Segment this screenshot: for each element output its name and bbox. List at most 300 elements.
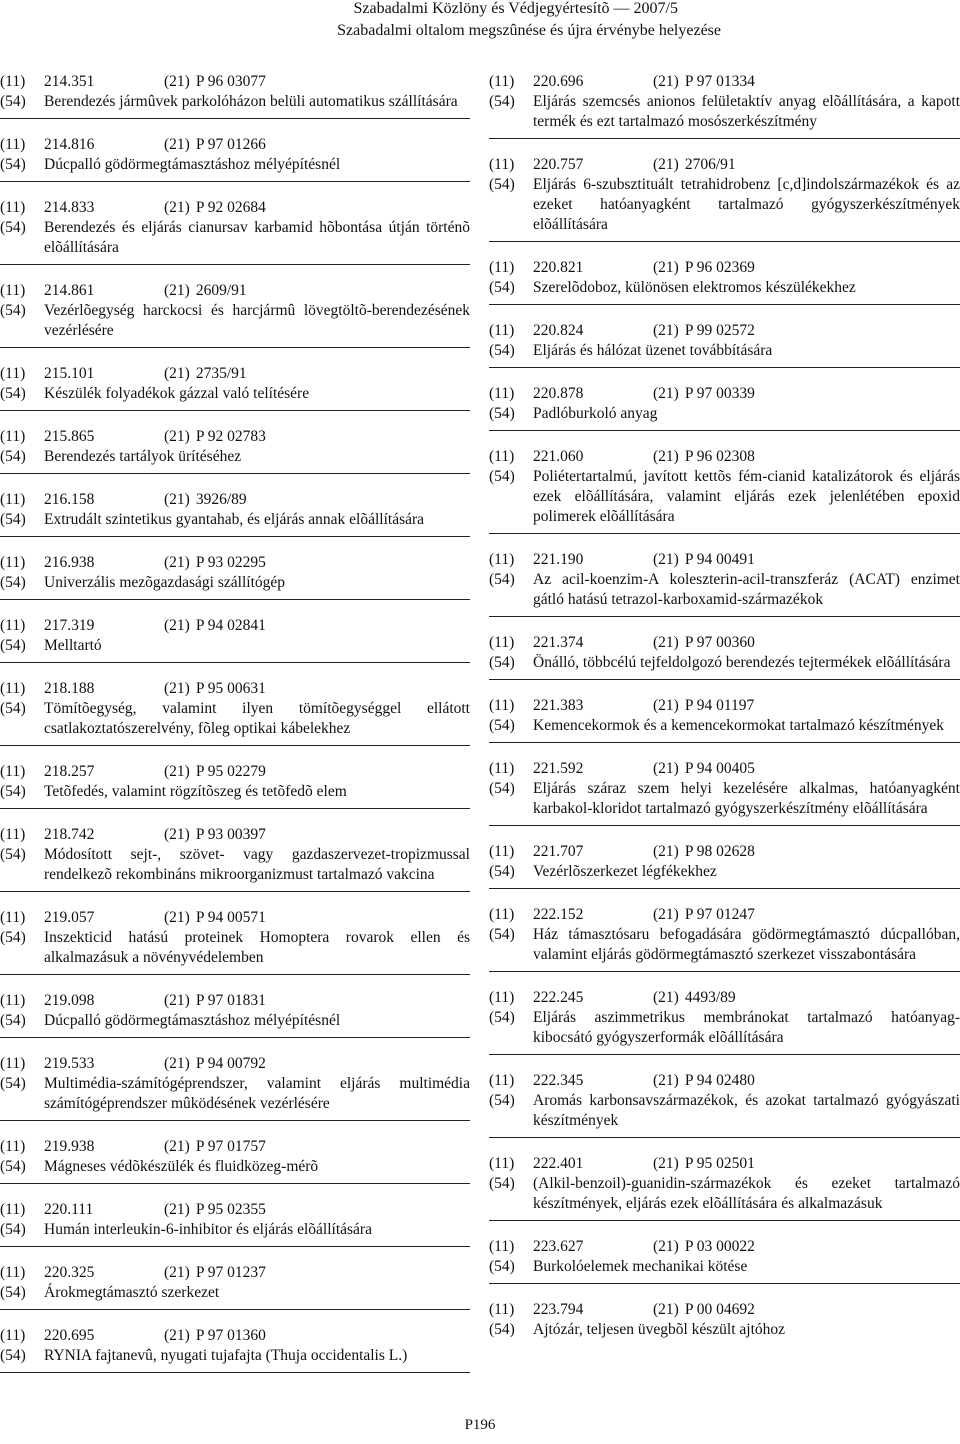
patent-title: Melltartó (44, 637, 102, 654)
separator-rule (0, 264, 470, 265)
inid-code-21: (21) (164, 1055, 190, 1072)
patent-number: 221.592 (533, 760, 584, 777)
inid-code-11: (11) (0, 1055, 26, 1072)
application-number: P 93 02295 (195, 554, 266, 571)
inid-code-54: (54) (489, 926, 515, 943)
application-number: P 97 01334 (684, 73, 755, 90)
inid-code-54: (54) (0, 1075, 26, 1092)
entry-id-row (0, 1054, 470, 1074)
inid-code-11: (11) (489, 989, 515, 1006)
entry-id-row (489, 155, 960, 175)
separator-rule (489, 888, 960, 889)
patent-title: Ajtózár, teljesen üvegbõl készült ajtóhoz (533, 1321, 786, 1338)
inid-code-11: (11) (0, 554, 26, 571)
entry-id-row (0, 72, 470, 92)
inid-code-21: (21) (164, 826, 190, 843)
patent-title: Eljárás és hálózat üzenet továbbítására (533, 342, 773, 359)
patent-title: Vezérlõegység harckocsi és harcjármû lövegtöltõ-berendezésének vezérlésére (44, 302, 470, 339)
separator-rule (0, 410, 470, 411)
entry-id-row (0, 679, 470, 699)
patent-number: 218.742 (44, 826, 95, 843)
patent-title: Extrudált szintetikus gyantahab, és eljárás annak elõállítására (44, 511, 425, 528)
patent-number: 223.794 (533, 1301, 584, 1318)
application-number: P 96 02308 (684, 448, 755, 465)
patent-entry (489, 988, 960, 1055)
inid-code-11: (11) (0, 1201, 26, 1218)
separator-rule (489, 241, 960, 242)
patent-title: Aromás karbonsavszármazékok, és azokat tartalmazó gyógyászati készítmények (533, 1092, 960, 1129)
entry-id-row (0, 762, 470, 782)
application-number: P 98 02628 (684, 843, 755, 860)
entry-title-row (489, 1091, 960, 1131)
entry-id-row (489, 72, 960, 92)
patent-entry (489, 905, 960, 972)
separator-rule (489, 304, 960, 305)
separator-rule (0, 473, 470, 474)
inid-code-21: (21) (653, 1301, 679, 1318)
inid-code-21: (21) (653, 760, 679, 777)
inid-code-54: (54) (489, 863, 515, 880)
patent-title: Berendezés és eljárás cianursav karbamid hõbontása útján történõ elõállítására (44, 219, 470, 256)
patent-entry (0, 1200, 470, 1247)
separator-rule (0, 974, 470, 975)
patent-number: 222.345 (533, 1072, 584, 1089)
separator-rule (489, 679, 960, 680)
patent-entry (489, 258, 960, 305)
patent-entry (0, 825, 470, 892)
entry-title-row (0, 636, 470, 656)
entry-title-row (489, 925, 960, 965)
entry-id-row (0, 1137, 470, 1157)
application-number: P 97 00339 (684, 385, 755, 402)
entry-id-row (0, 490, 470, 510)
patent-entry (0, 135, 470, 182)
left-column (0, 72, 470, 1373)
entry-title-row (0, 928, 470, 968)
inid-code-54: (54) (0, 637, 26, 654)
patent-number: 221.374 (533, 634, 584, 651)
application-number: P 99 02572 (684, 322, 755, 339)
entry-id-row (489, 988, 960, 1008)
inid-code-11: (11) (489, 843, 515, 860)
separator-rule (0, 599, 470, 600)
patent-entry (0, 908, 470, 975)
inid-code-54: (54) (0, 511, 26, 528)
patent-title: Ház támasztósaru befogadására gödörmegtámasztó dúcpallóban, valamint eljárás gödörmegtámasztó szerkezet visszabontására (533, 926, 960, 963)
patent-number: 220.878 (533, 385, 584, 402)
patent-entry (0, 427, 470, 474)
patent-number: 217.319 (44, 617, 95, 634)
patent-number: 220.824 (533, 322, 584, 339)
inid-code-54: (54) (0, 574, 26, 591)
inid-code-21: (21) (653, 259, 679, 276)
patent-number: 214.351 (44, 73, 95, 90)
patent-title: Poliétertartalmú, javított kettõs fém-cianid katalizátorok és eljárás ezek elõállítására, valamint eljárás ezek jelenlétében epoxid polimerek elõállítására (533, 468, 960, 525)
patent-entry (489, 1237, 960, 1284)
entry-title-row (489, 570, 960, 610)
inid-code-21: (21) (164, 136, 190, 153)
application-number: P 97 01237 (195, 1264, 266, 1281)
inid-code-54: (54) (0, 1158, 26, 1175)
inid-code-11: (11) (0, 428, 26, 445)
inid-code-11: (11) (489, 1238, 515, 1255)
entry-title-row (489, 278, 960, 298)
inid-code-54: (54) (489, 1321, 515, 1338)
inid-code-54: (54) (0, 1221, 26, 1238)
entry-id-row (489, 842, 960, 862)
patent-entry (489, 1154, 960, 1221)
entry-id-row (0, 198, 470, 218)
inid-code-21: (21) (164, 428, 190, 445)
application-number: 4493/89 (684, 989, 736, 1006)
patent-title: Eljárás száraz szem helyi kezelésére alkalmas, hatóanyagként karbakol-kloridot tartalmazó gyógyszerkészítmény elõállítására (533, 780, 960, 817)
inid-code-54: (54) (489, 405, 515, 422)
inid-code-54: (54) (0, 219, 26, 236)
application-number: 2609/91 (195, 282, 247, 299)
patent-entry (0, 553, 470, 600)
entry-id-row (489, 384, 960, 404)
patent-title: Tetõfedés, valamint rögzítõszeg és tetõfedõ elem (44, 783, 347, 800)
inid-code-21: (21) (653, 906, 679, 923)
patent-title: Az acil-koenzim-A koleszterin-acil-transzferáz (ACAT) enzimet gátló hatású tetrazol-karboxamid-származékok (533, 571, 960, 608)
patent-number: 221.707 (533, 843, 584, 860)
entry-id-row (489, 550, 960, 570)
inid-code-54: (54) (489, 717, 515, 734)
inid-code-54: (54) (0, 1347, 26, 1364)
inid-code-21: (21) (164, 199, 190, 216)
patent-number: 218.257 (44, 763, 95, 780)
patent-entry (489, 696, 960, 743)
inid-code-21: (21) (164, 763, 190, 780)
separator-rule (489, 825, 960, 826)
entry-title-row (0, 1283, 470, 1303)
inid-code-21: (21) (164, 1327, 190, 1344)
application-number: P 92 02684 (195, 199, 266, 216)
inid-code-21: (21) (164, 992, 190, 1009)
separator-rule (489, 1137, 960, 1138)
patent-title: Humán interleukin-6-inhibitor és eljárás elõállítására (44, 1221, 372, 1238)
inid-code-11: (11) (0, 617, 26, 634)
patent-title: Dúcpalló gödörmegtámasztáshoz mélyépítésnél (44, 156, 341, 173)
patent-title: Padlóburkoló anyag (533, 405, 658, 422)
inid-code-21: (21) (164, 282, 190, 299)
application-number: P 95 02355 (195, 1201, 266, 1218)
inid-code-21: (21) (653, 989, 679, 1006)
application-number: P 00 04692 (684, 1301, 755, 1318)
patent-number: 221.190 (533, 551, 584, 568)
patent-entry (0, 198, 470, 265)
patent-title: Inszekticid hatású proteinek Homoptera rovarok ellen és alkalmazásuk a növényvédelemben (44, 929, 470, 966)
entry-id-row (0, 616, 470, 636)
application-number: P 96 03077 (195, 73, 266, 90)
application-number: P 94 02480 (684, 1072, 755, 1089)
separator-rule (489, 616, 960, 617)
journal-title: Szabadalmi Közlöny és Védjegyértesítõ — 2007/5 (353, 0, 678, 17)
inid-code-54: (54) (0, 1012, 26, 1029)
patent-number: 219.938 (44, 1138, 95, 1155)
inid-code-54: (54) (489, 468, 515, 485)
entry-title-row (0, 301, 470, 341)
entry-id-row (489, 633, 960, 653)
entry-id-row (489, 258, 960, 278)
application-number: P 97 01266 (195, 136, 266, 153)
patent-number: 215.865 (44, 428, 95, 445)
inid-code-11: (11) (0, 1138, 26, 1155)
inid-code-54: (54) (0, 783, 26, 800)
inid-code-11: (11) (0, 491, 26, 508)
entry-id-row (0, 364, 470, 384)
entry-id-row (489, 1154, 960, 1174)
separator-rule (489, 138, 960, 139)
inid-code-54: (54) (0, 929, 26, 946)
inid-code-21: (21) (164, 1201, 190, 1218)
patent-title: Árokmegtámasztó szerkezet (44, 1284, 220, 1301)
inid-code-21: (21) (653, 1155, 679, 1172)
inid-code-11: (11) (489, 259, 515, 276)
right-column (489, 72, 960, 1340)
application-number: P 96 02369 (684, 259, 755, 276)
entry-id-row (0, 553, 470, 573)
entry-title-row (489, 653, 960, 673)
inid-code-11: (11) (0, 365, 26, 382)
inid-code-21: (21) (653, 634, 679, 651)
inid-code-11: (11) (489, 1301, 515, 1318)
patent-title: Univerzális mezõgazdasági szállítógép (44, 574, 286, 591)
patent-number: 222.245 (533, 989, 584, 1006)
separator-rule (489, 1283, 960, 1284)
patent-title: Tömítõegység, valamint ilyen tömítõegységgel ellátott csatlakoztatószerelvény, fõleg optikai kábelekhez (44, 700, 470, 737)
separator-rule (0, 347, 470, 348)
application-number: P 95 00631 (195, 680, 266, 697)
separator-rule (0, 536, 470, 537)
patent-title: Eljárás szemcsés anionos felületaktív anyag elõállítására, a kapott termék és ezt tartalmazó mosószerkészítmény (533, 93, 960, 130)
application-number: P 97 00360 (684, 634, 755, 651)
separator-rule (0, 1120, 470, 1121)
separator-rule (0, 745, 470, 746)
inid-code-11: (11) (489, 760, 515, 777)
entry-id-row (489, 447, 960, 467)
entry-title-row (489, 1257, 960, 1277)
inid-code-21: (21) (653, 697, 679, 714)
inid-code-21: (21) (653, 322, 679, 339)
inid-code-11: (11) (489, 73, 515, 90)
inid-code-54: (54) (0, 1284, 26, 1301)
inid-code-11: (11) (489, 906, 515, 923)
patent-number: 219.098 (44, 992, 95, 1009)
patent-title: Készülék folyadékok gázzal való telítésére (44, 385, 310, 402)
patent-title: Berendezés jármûvek parkolóházon belüli automatikus szállítására (44, 93, 458, 110)
inid-code-11: (11) (489, 385, 515, 402)
inid-code-11: (11) (0, 909, 26, 926)
entry-title-row (489, 862, 960, 882)
application-number: P 94 01197 (684, 697, 755, 714)
entry-title-row (489, 175, 960, 235)
application-number: 3926/89 (195, 491, 247, 508)
inid-code-11: (11) (0, 992, 26, 1009)
inid-code-21: (21) (653, 843, 679, 860)
inid-code-11: (11) (0, 680, 26, 697)
entry-id-row (0, 1263, 470, 1283)
inid-code-21: (21) (164, 909, 190, 926)
patent-number: 221.060 (533, 448, 584, 465)
entry-title-row (0, 218, 470, 258)
patent-entry (0, 762, 470, 809)
application-number: P 95 02501 (684, 1155, 755, 1172)
patent-title: RYNIA fajtanevû, nyugati tujafajta (Thuja occidentalis L.) (44, 1347, 408, 1364)
application-number: P 94 00792 (195, 1055, 266, 1072)
patent-title: Szerelõdoboz, különösen elektromos készülékekhez (533, 279, 856, 296)
entry-id-row (0, 1326, 470, 1346)
inid-code-21: (21) (653, 73, 679, 90)
inid-code-54: (54) (489, 1009, 515, 1026)
patent-number: 216.938 (44, 554, 95, 571)
entry-title-row (0, 1157, 470, 1177)
inid-code-11: (11) (0, 1327, 26, 1344)
inid-code-54: (54) (0, 846, 26, 863)
entry-id-row (489, 905, 960, 925)
entry-id-row (0, 1200, 470, 1220)
inid-code-54: (54) (0, 302, 26, 319)
entry-title-row (0, 573, 470, 593)
entry-title-row (489, 1008, 960, 1048)
entry-title-row (489, 92, 960, 132)
page-number: P196 (464, 1417, 496, 1433)
application-number: 2706/91 (684, 156, 736, 173)
entry-id-row (0, 825, 470, 845)
patent-number: 219.057 (44, 909, 95, 926)
application-number: P 97 01360 (195, 1327, 266, 1344)
application-number: P 92 02783 (195, 428, 266, 445)
entry-title-row (489, 779, 960, 819)
inid-code-11: (11) (0, 282, 26, 299)
entry-id-row (489, 696, 960, 716)
inid-code-11: (11) (489, 1072, 515, 1089)
inid-code-21: (21) (653, 385, 679, 402)
inid-code-21: (21) (653, 1238, 679, 1255)
inid-code-11: (11) (0, 199, 26, 216)
separator-rule (489, 367, 960, 368)
entry-title-row (0, 384, 470, 404)
patent-number: 220.757 (533, 156, 584, 173)
entry-title-row (0, 1346, 470, 1366)
inid-code-54: (54) (0, 385, 26, 402)
patent-number: 222.152 (533, 906, 584, 923)
entry-title-row (489, 467, 960, 527)
inid-code-54: (54) (489, 1092, 515, 1109)
patent-number: 223.627 (533, 1238, 584, 1255)
entry-id-row (0, 427, 470, 447)
inid-code-54: (54) (0, 448, 26, 465)
inid-code-11: (11) (489, 551, 515, 568)
inid-code-11: (11) (0, 1264, 26, 1281)
entry-title-row (0, 1011, 470, 1031)
inid-code-54: (54) (489, 93, 515, 110)
patent-entry (0, 1137, 470, 1184)
patent-entry (0, 991, 470, 1038)
entry-title-row (0, 447, 470, 467)
application-number: P 94 02841 (195, 617, 266, 634)
patent-title: Dúcpalló gödörmegtámasztáshoz mélyépítésnél (44, 1012, 341, 1029)
patent-number: 219.533 (44, 1055, 95, 1072)
patent-title: Berendezés tartályok ürítéséhez (44, 448, 242, 465)
application-number: P 94 00405 (684, 760, 755, 777)
application-number: P 95 02279 (195, 763, 266, 780)
entry-title-row (489, 1320, 960, 1340)
patent-number: 220.695 (44, 1327, 95, 1344)
entry-id-row (489, 759, 960, 779)
separator-rule (0, 181, 470, 182)
separator-rule (0, 1037, 470, 1038)
entry-id-row (0, 281, 470, 301)
patent-number: 214.833 (44, 199, 95, 216)
patent-title: Eljárás 6-szubsztituált tetrahidrobenz [c,d]indolszármazékok és az ezeket hatóanyagként tartalmazó gyógyszerkészítmények elõállítására (533, 176, 960, 233)
patent-number: 222.401 (533, 1155, 584, 1172)
separator-rule (489, 742, 960, 743)
patent-entry (0, 1326, 470, 1373)
inid-code-21: (21) (164, 554, 190, 571)
patent-title: Burkolóelemek mechanikai kötése (533, 1258, 748, 1275)
entry-title-row (0, 155, 470, 175)
inid-code-11: (11) (489, 448, 515, 465)
inid-code-54: (54) (489, 342, 515, 359)
inid-code-54: (54) (0, 700, 26, 717)
entry-title-row (0, 510, 470, 530)
entry-id-row (0, 908, 470, 928)
patent-title: Önálló, többcélú tejfeldolgozó berendezés tejtermékek elõállítására (533, 654, 951, 671)
separator-rule (0, 808, 470, 809)
inid-code-21: (21) (164, 617, 190, 634)
application-number: P 97 01247 (684, 906, 755, 923)
patent-title: Vezérlõszerkezet légfékekhez (533, 863, 717, 880)
inid-code-11: (11) (0, 136, 26, 153)
patent-entry (489, 321, 960, 368)
patent-number: 214.816 (44, 136, 95, 153)
entry-title-row (489, 341, 960, 361)
patent-entry (0, 364, 470, 411)
inid-code-54: (54) (489, 1258, 515, 1275)
inid-code-21: (21) (164, 73, 190, 90)
entry-title-row (0, 782, 470, 802)
inid-code-11: (11) (0, 73, 26, 90)
patent-number: 220.111 (44, 1201, 94, 1218)
inid-code-54: (54) (0, 93, 26, 110)
application-number: P 94 00491 (684, 551, 755, 568)
inid-code-54: (54) (489, 780, 515, 797)
patent-entry (489, 842, 960, 889)
patent-entry (489, 447, 960, 534)
separator-rule (489, 430, 960, 431)
application-number: P 03 00022 (684, 1238, 755, 1255)
inid-code-11: (11) (489, 322, 515, 339)
inid-code-21: (21) (164, 491, 190, 508)
entry-title-row (0, 845, 470, 885)
application-number: P 97 01757 (195, 1138, 266, 1155)
patent-entry (489, 72, 960, 139)
entry-title-row (0, 1074, 470, 1114)
patent-entry (0, 281, 470, 348)
patent-number: 220.325 (44, 1264, 95, 1281)
patent-entry (0, 1054, 470, 1121)
application-number: P 93 00397 (195, 826, 266, 843)
patent-entry (0, 616, 470, 663)
separator-rule (0, 1246, 470, 1247)
inid-code-11: (11) (489, 634, 515, 651)
separator-rule (0, 662, 470, 663)
patent-entry (489, 1071, 960, 1138)
entry-id-row (0, 991, 470, 1011)
patent-entry (0, 679, 470, 746)
patent-entry (489, 633, 960, 680)
